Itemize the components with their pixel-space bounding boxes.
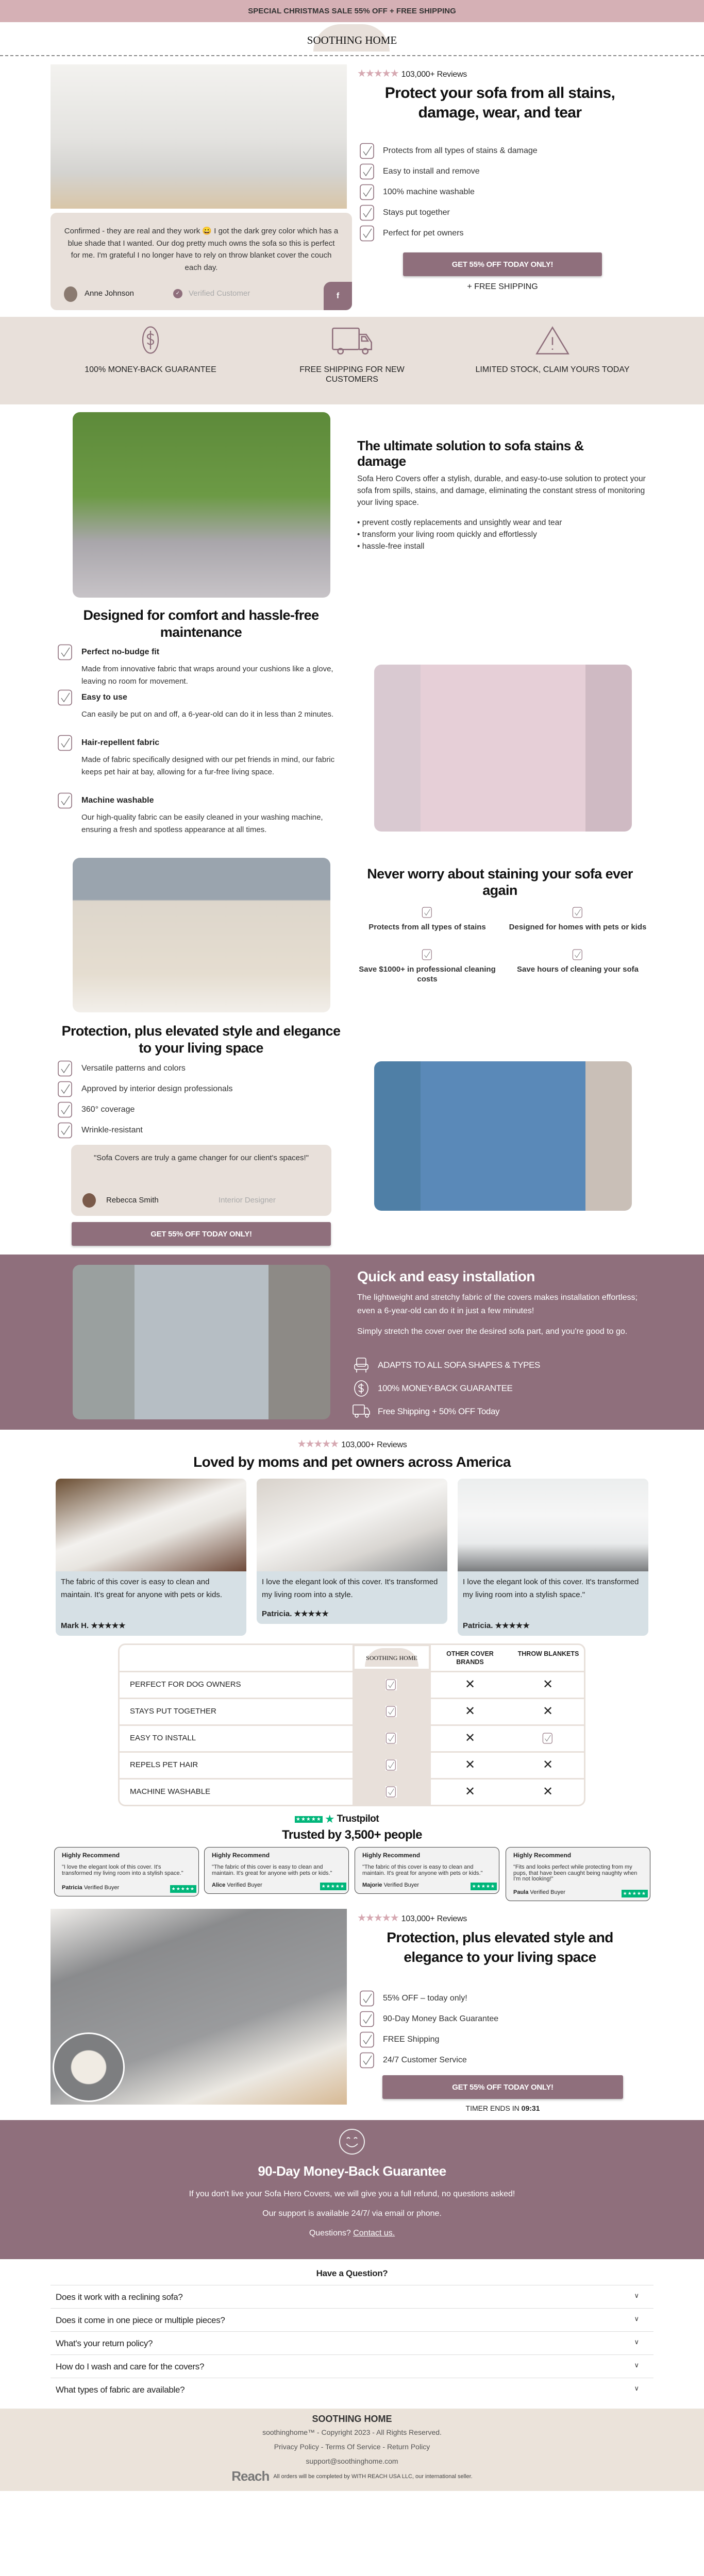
verified-badge: Verified Customer <box>189 289 250 298</box>
cross-icon: ✕ <box>465 1677 476 1691</box>
hero-check-item: Perfect for pet owners <box>383 229 464 238</box>
hero-check-item: Stays put together <box>383 208 450 217</box>
offer-check-item: 90-Day Money Back Guarantee <box>383 2014 499 2023</box>
comparison-table <box>118 1643 585 1806</box>
comfort-item-title: Hair-repellent fabric <box>81 738 160 747</box>
review-text: "I love the elegant look of this cover. It's transformed my living room into a stylish space." <box>62 1864 183 1876</box>
contact-link[interactable]: Contact us. <box>353 2229 395 2238</box>
install-feature: ADAPTS TO ALL SOFA SHAPES & TYPES <box>378 1360 540 1370</box>
row-label: PERFECT FOR DOG OWNERS <box>130 1680 241 1689</box>
style-check-item: 360° coverage <box>81 1105 135 1114</box>
feature-label: LIMITED STOCK, CLAIM YOURS TODAY <box>475 365 630 374</box>
row-label: REPELS PET HAIR <box>130 1760 198 1769</box>
column-header-brand <box>355 1646 429 1669</box>
review-title: Highly Recommend <box>513 1852 572 1859</box>
faq-heading: Have a Question? <box>316 2268 388 2278</box>
countdown-timer <box>382 2104 623 2112</box>
install-feature: 100% MONEY-BACK GUARANTEE <box>378 1383 513 1393</box>
review-card-text: The fabric of this cover is easy to clean and maintain. It's great for anyone with pets or kids. <box>61 1578 223 1599</box>
check-icon <box>359 2052 376 2069</box>
check-icon <box>57 1122 74 1139</box>
comfort-item-title: Machine washable <box>81 796 154 805</box>
never-item: Save hours of cleaning your sofa <box>517 965 639 974</box>
guarantee-p1: If you don't live your Sofa Hero Covers, we will give you a full refund, no questions asked! <box>189 2190 515 2198</box>
star-rating-icon: ★★★★★ <box>357 1912 398 1924</box>
comfort-item-desc: Made of fabric specifically designed with our pet friends in mind, our fabric keeps pet hair at bay, allowing for a fur-free living space. <box>81 755 335 776</box>
cross-icon: ✕ <box>543 1677 554 1691</box>
reviewer-name: Patricia <box>62 1885 82 1891</box>
guarantee-heading: 90-Day Money-Back Guarantee <box>258 2163 446 2179</box>
hero-rating <box>357 67 467 80</box>
offer-cta-button[interactable]: GET 55% OFF TODAY ONLY! <box>382 2075 623 2099</box>
solution-heading: The ultimate solution to sofa stains & damage <box>357 438 584 469</box>
reviewer-name: Paula <box>513 1889 529 1895</box>
column-header: THROW BLANKETS <box>517 1650 579 1657</box>
trustpilot-wordmark: Trustpilot <box>337 1814 379 1824</box>
reviewer <box>212 1882 262 1888</box>
return-policy-link[interactable]: Return Policy <box>387 2443 430 2451</box>
style-check-item: Wrinkle-resistant <box>81 1126 143 1134</box>
review-card <box>257 1479 447 1624</box>
never-item: Protects from all types of stains <box>368 923 486 931</box>
never-item: Save $1000+ in professional cleaning costs <box>359 965 496 984</box>
feature-label: 100% MONEY-BACK GUARANTEE <box>85 365 216 374</box>
verified-buyer: Verified Buyer <box>227 1882 262 1888</box>
review-title: Highly Recommend <box>62 1852 120 1859</box>
offer-sofa-image <box>51 1909 347 2105</box>
comparison-row <box>120 1778 585 1805</box>
trustpilot-stars-icon: ★★★★★ <box>320 1883 346 1890</box>
grey-sectional-image <box>73 1265 330 1419</box>
style-cta-button[interactable]: GET 55% OFF TODAY ONLY! <box>72 1222 331 1246</box>
style-check-item: Approved by interior design professionals <box>81 1084 233 1093</box>
never-heading: Never worry about staining your sofa ever again <box>367 866 633 898</box>
verified-buyer: Verified Buyer <box>383 1882 420 1888</box>
faq-item[interactable] <box>51 2285 653 2308</box>
faq-question: Does it come in one piece or multiple pieces? <box>56 2315 225 2325</box>
trustpilot-review-card <box>355 1847 499 1894</box>
free-shipping-note: + FREE SHIPPING <box>467 282 538 291</box>
pink-cover-image <box>374 665 632 832</box>
terms-of-service-link[interactable]: Terms Of Service <box>325 2443 381 2451</box>
review-card <box>458 1479 648 1636</box>
check-icon <box>542 1733 554 1744</box>
verified-buyer: Verified Buyer <box>530 1889 565 1895</box>
loved-heading: Loved by moms and pet owners across America <box>193 1454 511 1470</box>
guarantee-p3 <box>0 2229 704 2238</box>
reviewer <box>513 1889 565 1895</box>
offer-check-item: 24/7 Customer Service <box>383 2056 467 2064</box>
reach-notice <box>0 2468 704 2484</box>
style-heading: Protection, plus elevated style and elegance to your living space <box>61 1023 341 1056</box>
trustpilot-review-card <box>54 1847 199 1896</box>
timer-label: TIMER ENDS IN <box>465 2104 522 2112</box>
cross-icon: ✕ <box>543 1704 554 1718</box>
questions-text: Questions? <box>309 2229 354 2238</box>
check-icon <box>57 644 74 660</box>
comparison-row <box>120 1751 585 1778</box>
footer-email[interactable]: support@soothinghome.com <box>306 2457 398 2465</box>
faq-item[interactable] <box>51 2331 653 2354</box>
solution-bullet: • prevent costly replacements and unsightly wear and tear <box>357 518 562 527</box>
truck-icon <box>352 1403 371 1419</box>
hero-check-item: Protects from all types of stains & damage <box>383 146 538 155</box>
check-icon <box>385 1679 397 1690</box>
testimonial-author: Rebecca Smith <box>106 1196 159 1205</box>
smiley-icon <box>339 2128 365 2155</box>
review-text: Confirmed - they are real and they work 😀 I got the dark grey color which has a blue shade that I wanted. Our dog pretty much owns the sofa so this is perfect for me. I'm grateful I no longer have to rely on throw blanket cover the couch each day. <box>64 227 339 272</box>
hero-heading: Protect your sofa from all stains, damage, wear, and tear <box>384 84 615 121</box>
comparison-row <box>120 1698 585 1724</box>
check-icon <box>57 735 74 751</box>
comfort-item-desc: Our high-quality fabric can be easily cleaned in your washing machine, ensuring a fresh and spotless appearance at all times. <box>81 813 323 834</box>
comfort-item-title: Easy to use <box>81 693 127 702</box>
promo-bar: SPECIAL CHRISTMAS SALE 55% OFF + FREE SHIPPING <box>0 0 704 22</box>
chevron-down-icon: ∨ <box>634 2338 639 2346</box>
logo-text: SOOTHING HOME <box>307 34 397 46</box>
review-author: Anne Johnson <box>85 289 134 298</box>
hero-image <box>51 64 347 209</box>
review-title: Highly Recommend <box>212 1852 270 1859</box>
row-label: MACHINE WASHABLE <box>130 1787 211 1796</box>
testimonial-role: Interior Designer <box>219 1196 276 1205</box>
faq-question: What's your return policy? <box>56 2338 153 2348</box>
review-text: "The fabric of this cover is easy to clean and maintain. It's great for anyone with pets or kids." <box>362 1864 483 1876</box>
check-icon <box>57 1060 74 1077</box>
hero-check-item: 100% machine washable <box>383 188 475 196</box>
verified-buyer: Verified Buyer <box>83 1885 120 1891</box>
cross-icon: ✕ <box>465 1704 476 1718</box>
blue-sofa-image <box>374 1061 632 1211</box>
comfort-heading: Designed for comfort and hassle-free maintenance <box>83 607 319 640</box>
review-card-text: I love the elegant look of this cover. It's transformed my living room into a stylish space." <box>463 1578 639 1599</box>
guarantee-section <box>0 2120 704 2259</box>
cross-icon: ✕ <box>543 1785 554 1799</box>
row-label: EASY TO INSTALL <box>130 1734 196 1742</box>
review-card-author: Patricia. ★★★★★ <box>262 1609 329 1618</box>
trustpilot-stars-icon: ★★★★★ <box>622 1890 648 1897</box>
offer-check-item: 55% OFF – today only! <box>383 1994 467 2003</box>
avatar <box>64 286 77 302</box>
check-icon <box>57 1101 74 1118</box>
row-label: STAYS PUT TOGETHER <box>130 1707 216 1716</box>
faq-question: Does it work with a reclining sofa? <box>56 2292 183 2302</box>
footer <box>0 2409 704 2491</box>
comfort-item-desc: Can easily be put on and off, a 6-year-old can do it in less than 2 minutes. <box>81 710 334 719</box>
check-icon <box>359 225 376 242</box>
trustpilot-review-card <box>204 1847 349 1894</box>
comparison-row <box>120 1671 585 1698</box>
install-feature: Free Shipping + 50% OFF Today <box>378 1406 500 1416</box>
verified-icon: ✓ <box>173 289 182 298</box>
faq-item[interactable] <box>51 2378 653 2401</box>
offer-check-item: FREE Shipping <box>383 2035 440 2044</box>
testimonial-quote: "Sofa Covers are truly a game changer for our client's spaces!" <box>93 1154 309 1162</box>
faq-item[interactable] <box>51 2308 653 2331</box>
review-card-author: Mark H. ★★★★★ <box>61 1621 126 1630</box>
cross-icon: ✕ <box>465 1785 476 1799</box>
customer-sofa-photo <box>257 1479 447 1571</box>
check-icon <box>359 1990 376 2007</box>
check-icon <box>359 184 376 200</box>
footer-links: Privacy Policy - Terms Of Service - Return Policy <box>274 2443 430 2451</box>
reach-logo: Reach <box>231 2468 270 2484</box>
reviewer <box>62 1885 119 1891</box>
dollar-icon <box>135 325 166 355</box>
check-icon <box>359 2011 376 2027</box>
fabric-detail-inset <box>53 2032 125 2102</box>
avatar <box>82 1193 96 1208</box>
header-divider <box>0 55 704 56</box>
review-text: "The fabric of this cover is easy to clean and maintain. It's great for anyone with pets or kids." <box>212 1864 332 1876</box>
check-icon <box>359 163 376 180</box>
check-icon <box>57 792 74 809</box>
trust-heading: Trusted by 3,500+ people <box>282 1828 422 1842</box>
rating-row <box>0 1437 704 1450</box>
install-heading: Quick and easy installation <box>357 1268 535 1284</box>
check-icon <box>359 143 376 159</box>
beige-sofa-image <box>73 858 330 1012</box>
review-card-text: I love the elegant look of this cover. It's transformed my living room into a style. <box>262 1578 438 1599</box>
review-title: Highly Recommend <box>362 1852 421 1859</box>
star-rating-icon: ★★★★★ <box>297 1438 339 1450</box>
timer-value: 09:31 <box>521 2104 540 2112</box>
facebook-share-button[interactable] <box>324 282 352 310</box>
check-icon <box>385 1733 397 1744</box>
check-icon <box>359 2031 376 2048</box>
reviewer <box>362 1882 419 1888</box>
reviewer-name: Majorie <box>362 1882 382 1888</box>
faq-item[interactable] <box>51 2354 653 2378</box>
facebook-icon: f <box>336 292 340 300</box>
armchair-icon <box>354 1357 369 1374</box>
review-card-author: Patricia. ★★★★★ <box>463 1621 530 1630</box>
footer-brand: SOOTHING HOME <box>312 2414 392 2424</box>
solution-body: Sofa Hero Covers offer a stylish, durable, and easy-to-use solution to protect your sofa from spills, stains, and damage, eliminating the constant stress of monitoring your living space. <box>357 474 646 507</box>
reviews-count: 103,000+ Reviews <box>341 1440 407 1449</box>
chevron-down-icon: ∨ <box>634 2384 639 2392</box>
solution-bullet: • hassle-free install <box>357 542 425 551</box>
chevron-down-icon: ∨ <box>634 2292 639 2299</box>
cross-icon: ✕ <box>465 1758 476 1772</box>
guarantee-p2: Our support is available 24/7/ via email or phone. <box>262 2209 442 2218</box>
install-p2: Simply stretch the cover over the desired sofa part, and you're good to go. <box>357 1327 628 1336</box>
trustpilot-review-card <box>506 1847 650 1901</box>
check-icon <box>422 949 433 960</box>
check-icon <box>385 1759 397 1771</box>
trustpilot-logo <box>295 1812 379 1826</box>
hero-check-item: Easy to install and remove <box>383 167 480 176</box>
customer-sofa-photo <box>458 1479 648 1571</box>
dollar-icon <box>354 1380 369 1397</box>
check-icon <box>385 1786 397 1798</box>
truck-icon <box>330 326 374 357</box>
privacy-policy-link[interactable]: Privacy Policy <box>274 2443 319 2451</box>
chevron-down-icon: ∨ <box>634 2361 639 2369</box>
review-text: "Fits and looks perfect while protecting from my pups, that have been caught being naughty when I'm not looking!" <box>513 1864 638 1882</box>
check-icon <box>359 205 376 221</box>
cross-icon: ✕ <box>465 1731 476 1745</box>
comfort-item-title: Perfect no-budge fit <box>81 648 160 656</box>
feature-label: FREE SHIPPING FOR NEW CUSTOMERS <box>299 365 405 384</box>
trustpilot-stars-icon: ★★★★★ <box>471 1883 497 1890</box>
check-icon <box>385 1706 397 1717</box>
column-header: OTHER COVER BRANDS <box>446 1650 494 1666</box>
trustpilot-star-icon: ★ <box>324 1812 335 1825</box>
offer-rating <box>357 1911 467 1924</box>
comparison-row <box>120 1724 585 1751</box>
reach-note: All orders will be completed by WITH REACH USA LLC, our international seller. <box>273 2473 473 2480</box>
cross-icon: ✕ <box>543 1758 554 1772</box>
style-check-item: Versatile patterns and colors <box>81 1064 186 1073</box>
reviewer-name: Alice <box>212 1882 226 1888</box>
comfort-item-desc: Made from innovative fabric that wraps around your cushions like a glove, leaving no room for movement. <box>81 665 333 686</box>
never-item: Designed for homes with pets or kids <box>509 923 647 931</box>
check-icon <box>572 949 583 960</box>
reviews-count: 103,000+ Reviews <box>401 70 467 79</box>
install-p1: The lightweight and stretchy fabric of the covers makes installation effortless; even a 6-year-old can do it in just a few minutes! <box>357 1293 638 1315</box>
hero-review-card <box>51 213 352 310</box>
check-icon <box>422 907 433 918</box>
column-header-brand-text: SOOTHING HOME <box>366 1654 417 1662</box>
customer-sofa-photo <box>56 1479 246 1571</box>
offer-heading: Protection, plus elevated style and elegance to your living space <box>387 1929 613 1965</box>
check-icon <box>57 689 74 706</box>
check-icon <box>572 907 583 918</box>
trustpilot-stars-icon: ★★★★★ <box>170 1885 196 1893</box>
review-card <box>56 1479 246 1636</box>
warning-icon <box>535 326 570 357</box>
designer-testimonial-card <box>71 1145 331 1216</box>
reviews-count: 103,000+ Reviews <box>401 1914 467 1923</box>
solution-bullet: • transform your living room quickly and effortlessly <box>357 530 537 539</box>
footer-copyright: soothinghome™ - Copyright 2023 - All Rights Reserved. <box>262 2428 442 2436</box>
hero-cta-button[interactable]: GET 55% OFF TODAY ONLY! <box>403 252 602 276</box>
chevron-down-icon: ∨ <box>634 2315 639 2323</box>
faq-question: How do I wash and care for the covers? <box>56 2362 205 2371</box>
faq-question: What types of fabric are available? <box>56 2385 185 2395</box>
child-painting-sofa-image <box>73 412 330 598</box>
check-icon <box>57 1081 74 1097</box>
trustpilot-stars-icon: ★★★★★ <box>296 1816 322 1822</box>
star-rating-icon: ★★★★★ <box>357 68 398 79</box>
solution-bullets <box>357 517 562 552</box>
